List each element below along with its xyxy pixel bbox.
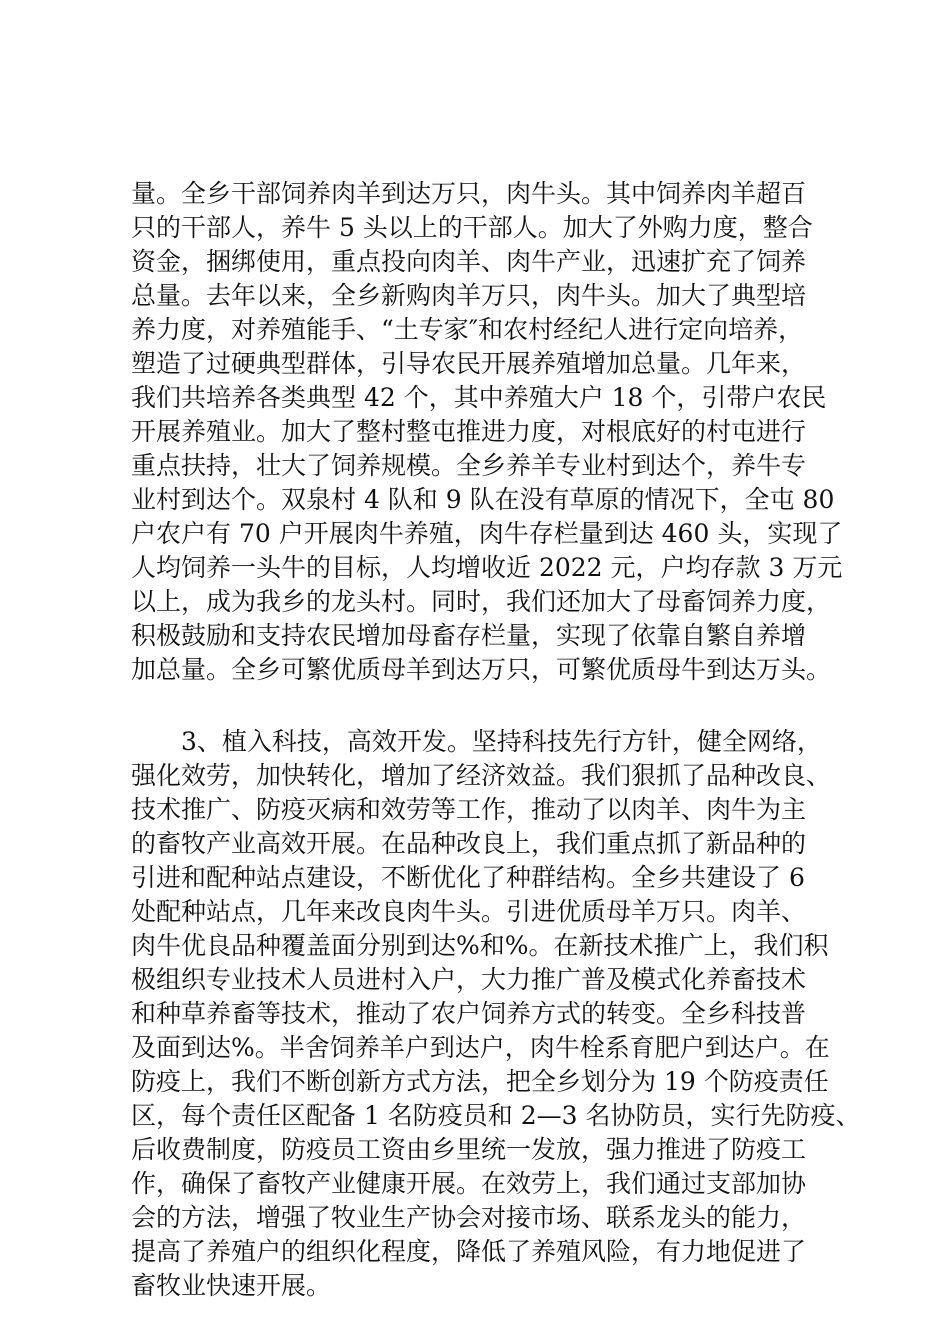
paragraph-2-line: 极组织专业技术人员进村入户，大力推广普及模式化养畜技术 <box>131 965 807 994</box>
paragraph-2-line: 提高了养殖户的组织化程度，降低了养殖风险，有力地促进了 <box>131 1237 807 1266</box>
paragraph-2-line: 防疫上，我们不断创新方式方法，把全乡划分为 19 个防疫责任 <box>131 1067 829 1096</box>
paragraph-1-line: 我们共培养各类典型 42 个，其中养殖大户 18 个，引带户农民 <box>131 383 827 412</box>
paragraph-1-line: 开展养殖业。加大了整村整屯推进力度，对根底好的村屯进行 <box>131 417 807 446</box>
paragraph-1-line: 量。全乡干部饲养肉羊到达万只，肉牛头。其中饲养肉羊超百 <box>131 179 807 208</box>
paragraph-1-line: 重点扶持，壮大了饲养规模。全乡养羊专业村到达个，养牛专 <box>131 451 807 480</box>
paragraph-2-line: 技术推广、防疫灭病和效劳等工作，推动了以肉羊、肉牛为主 <box>131 795 807 824</box>
paragraph-1-line: 总量。去年以来，全乡新购肉羊万只，肉牛头。加大了典型培 <box>131 281 807 310</box>
paragraph-2-line: 处配种站点，几年来改良肉牛头。引进优质母羊万只。肉羊、 <box>131 897 807 926</box>
paragraph-2-line: 区，每个责任区配备 1 名防疫员和 2—3 名协防员，实行先防疫、 <box>131 1101 861 1130</box>
paragraph-1-line: 加总量。全乡可繁优质母羊到达万只，可繁优质母牛到达万头。 <box>131 655 832 684</box>
paragraph-2-line: 强化效劳，加快转化，增加了经济效益。我们狠抓了品种改良、 <box>131 761 832 790</box>
paragraph-2-line: 畜牧业快速开展。 <box>131 1271 332 1300</box>
paragraph-2-line: 的畜牧产业高效开展。在品种改良上，我们重点抓了新品种的 <box>131 829 807 858</box>
paragraph-1-line: 塑造了过硬典型群体，引导农民开展养殖增加总量。几年来， <box>131 349 807 378</box>
paragraph-2-line: 肉牛优良品种覆盖面分别到达%和%。在新技术推广上，我们积 <box>131 931 829 960</box>
paragraph-2-line: 和种草养畜等技术，推动了农户饲养方式的转变。全乡科技普 <box>131 999 807 1028</box>
paragraph-1-line: 资金，捆绑使用，重点投向肉羊、肉牛产业，迅速扩充了饲养 <box>131 247 807 276</box>
paragraph-1-line: 养力度，对养殖能手、“土专家″和农村经纪人进行定向培养， <box>131 315 804 344</box>
paragraph-1-line: 只的干部人，养牛 5 头以上的干部人。加大了外购力度，整合 <box>131 213 813 242</box>
paragraph-1-line: 业村到达个。双泉村 4 队和 9 队在没有草原的情况下，全屯 80 <box>131 485 835 514</box>
paragraph-1-line: 以上，成为我乡的龙头村。同时，我们还加大了母畜饲养力度， <box>131 587 832 616</box>
paragraph-2-line: 引进和配种站点建设，不断优化了种群结构。全乡共建设了 6 <box>131 863 805 892</box>
paragraph-2-line: 3、植入科技，高效开发。坚持科技先行方针，健全网络， <box>131 727 822 756</box>
paragraph-1-line: 人均饲养一头牛的目标，人均增收近 2022 元，户均存款 3 万元 <box>131 553 843 582</box>
paragraph-2-line: 作，确保了畜牧产业健康开展。在效劳上，我们通过支部加协 <box>131 1169 807 1198</box>
paragraph-2-line: 后收费制度，防疫员工资由乡里统一发放，强力推进了防疫工 <box>131 1135 807 1164</box>
paragraph-2-line: 会的方法，增强了牧业生产协会对接市场、联系龙头的能力， <box>131 1203 807 1232</box>
paragraph-2-line: 及面到达%。半舍饲养羊户到达户，肉牛栓系育肥户到达户。在 <box>131 1033 830 1062</box>
paragraph-1-line: 户农户有 70 户开展肉牛养殖，肉牛存栏量到达 460 头，实现了 <box>131 519 843 548</box>
paragraph-1-line: 积极鼓励和支持农民增加母畜存栏量，实现了依靠自繁自养增 <box>131 621 807 650</box>
